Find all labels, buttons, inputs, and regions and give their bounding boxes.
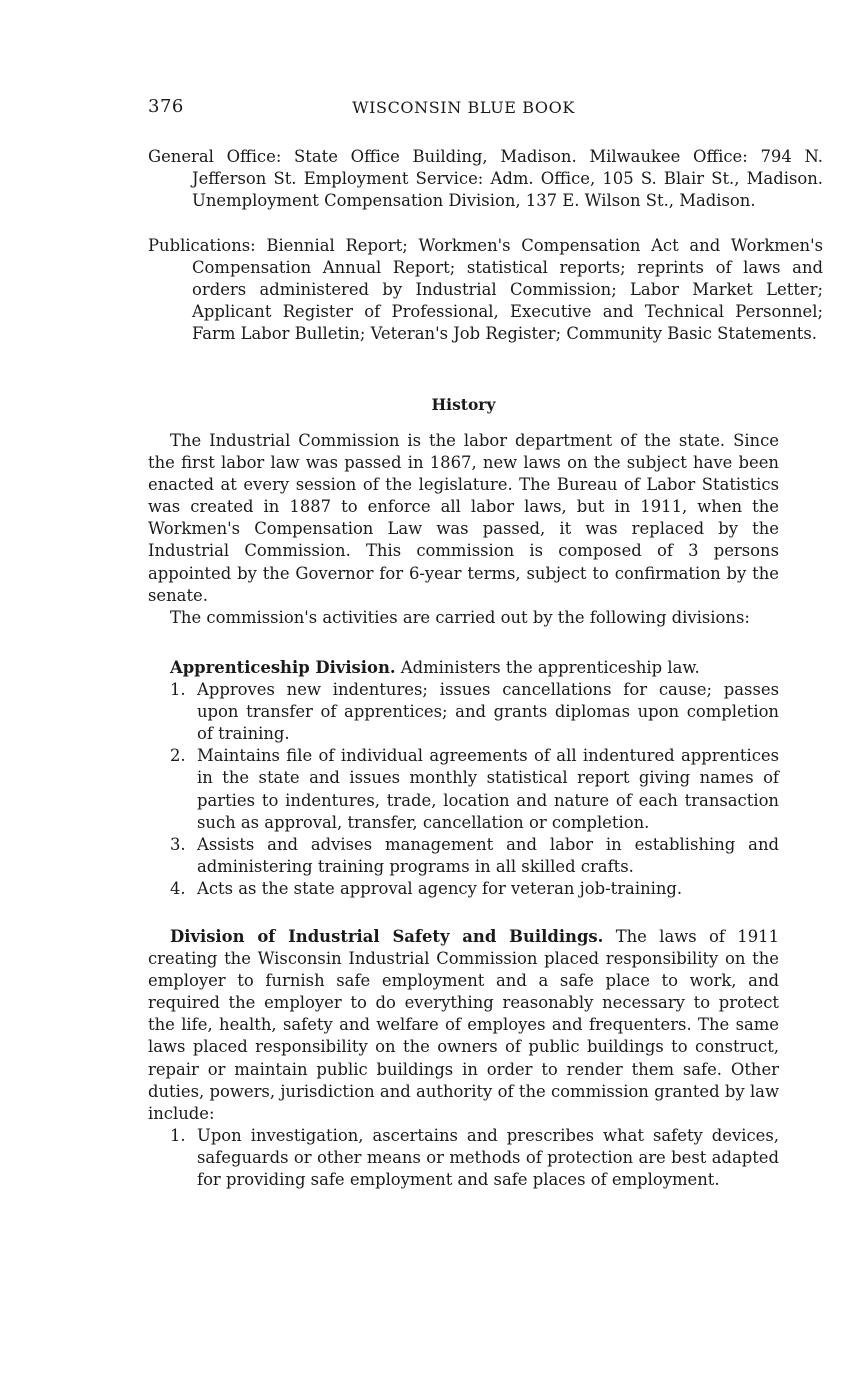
history-paragraph-1: The Industrial Commission is the labor department of the state. Since the first labor law was passed in 1867, new laws on the subject have been enacted at every session of the legislature. The Bureau of Labor Statistics was created in 1887 to enforce all labor laws, but in 1911, when the Workmen's Compensation Law was passed, it was replaced by the Industrial Commission. This commission is composed of 3 persons appointed by the Governor for 6-year terms, subject to confirmation by the senate. [148, 431, 779, 605]
list-item-text: Approves new indentures; issues cancellations for cause; passes upon transfer of apprentices; and grants diplomas upon completion of training. [197, 680, 779, 744]
apprenticeship-intro [148, 657, 779, 679]
safety-intro-text: The laws of 1911 creating the Wisconsin Industrial Commission placed responsibility on the employer to furnish safe employment and a safe place to work, and required the employer to do everything reasonably necessary to protect the life, health, safety and welfare of employes and frequenters. The same laws placed responsibility on the owners of public buildings to construct, repair or maintain public buildings in order to render them safe. Other duties, powers, jurisdiction and authority of the commission granted by law include: [148, 927, 779, 1123]
list-item [148, 834, 779, 878]
list-item-text: Acts as the state approval agency for veteran job-training. [197, 878, 683, 898]
page-header [148, 96, 779, 122]
list-item [148, 679, 779, 745]
history-heading: History [431, 395, 496, 414]
apprenticeship-intro-text: Administers the apprenticeship law. [395, 658, 700, 677]
list-item [148, 745, 779, 833]
safety-title: Division of Industrial Safety and Buildings. [170, 927, 604, 946]
list-item-number: 3. [170, 834, 186, 854]
history-paragraph-2: The commission's activities are carried out by the following divisions: [170, 607, 750, 627]
list-item-number: 1. [170, 1125, 186, 1145]
apprenticeship-title: Apprenticeship Division. [170, 658, 396, 677]
offices-paragraph: General Office: State Office Building, Madison. Milwaukee Office: 794 N. Jefferson St. Employment Service: Adm. Office, 105 S. Blair St., Madison. Unemployment Compensation Division, 137 E. Wilson St., Madison. [148, 147, 823, 211]
publications-paragraph: Publications: Biennial Report; Workmen's Compensation Act and Workmen's Compensation Annual Report; statistical reports; reprints of laws and orders administered by Industrial Commission; Labor Market Letter; Applicant Register of Professional, Executive and Technical Personnel; Farm Labor Bulletin; Veteran's Job Register; Community Basic Statements. [148, 236, 823, 344]
page-number: 376 [148, 96, 184, 117]
safety-list [148, 1125, 779, 1191]
safety-intro [148, 926, 779, 1125]
list-item-number: 1. [170, 680, 186, 700]
apprenticeship-section [148, 657, 779, 900]
list-item [148, 878, 779, 900]
list-item-number: 4. [170, 878, 186, 898]
safety-section [148, 926, 779, 1191]
apprenticeship-list [148, 679, 779, 900]
list-item-text: Assists and advises management and labor in establishing and administering training programs in all skilled crafts. [197, 834, 779, 876]
history-section [148, 430, 779, 629]
list-item-number: 2. [170, 746, 186, 766]
running-title: WISCONSIN BLUE BOOK [352, 98, 575, 117]
list-item [148, 1125, 779, 1191]
list-item-text: Upon investigation, ascertains and prescribes what safety devices, safeguards or other means or methods of protection are best adapted for providing safe employment and safe places of employment. [197, 1125, 779, 1190]
list-item-text: Maintains file of individual agreements of all indentured apprentices in the state and issues monthly statistical report giving names of parties to indentures, trade, location and nature of each transaction such as approval, transfer, cancellation or completion. [197, 746, 779, 832]
